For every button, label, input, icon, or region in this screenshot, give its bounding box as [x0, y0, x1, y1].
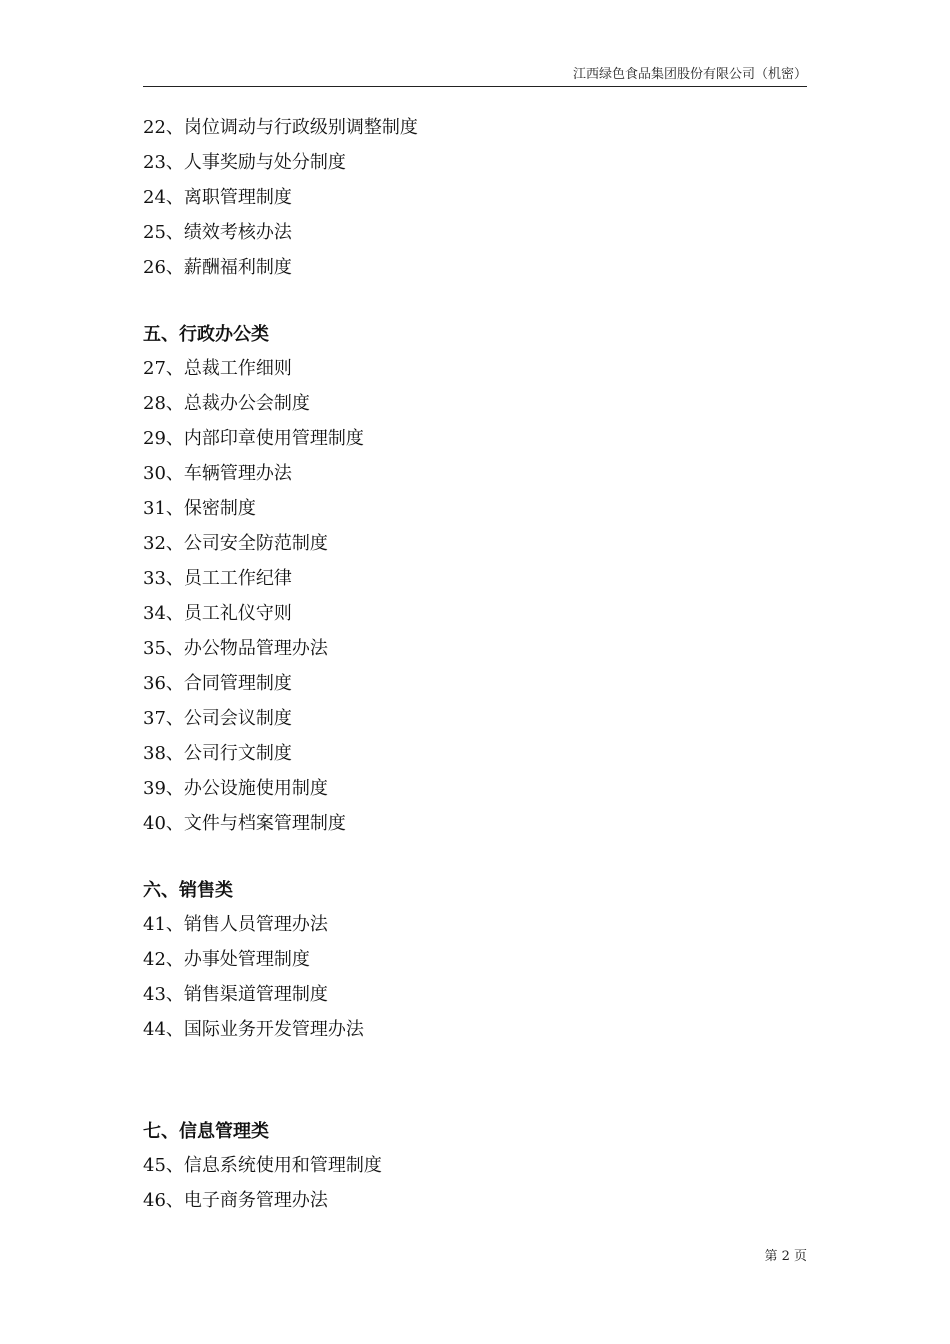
list-item: 30、车辆管理办法	[143, 463, 292, 484]
list-item: 44、国际业务开发管理办法	[143, 1019, 364, 1040]
document-body	[143, 110, 807, 1218]
list-item: 40、文件与档案管理制度	[143, 813, 346, 834]
list-item: 37、公司会议制度	[143, 708, 292, 729]
header-company-name: 江西绿色食品集团股份有限公司（机密）	[572, 67, 807, 82]
list-item: 38、公司行文制度	[143, 743, 292, 764]
section-sales	[143, 874, 807, 1047]
section-gap	[143, 841, 807, 874]
list-item: 27、总裁工作细则	[143, 358, 292, 379]
list-item: 35、办公物品管理办法	[143, 638, 328, 659]
list-item: 24、离职管理制度	[143, 187, 292, 208]
list-item: 33、员工工作纪律	[143, 568, 292, 589]
list-item: 22、岗位调动与行政级别调整制度	[143, 117, 418, 138]
list-item: 26、薪酬福利制度	[143, 257, 292, 278]
list-item: 32、公司安全防范制度	[143, 533, 328, 554]
list-item: 39、办公设施使用制度	[143, 778, 328, 799]
list-item: 31、保密制度	[143, 498, 256, 519]
list-group-personnel-continued	[143, 110, 807, 285]
list-item: 23、人事奖励与处分制度	[143, 152, 346, 173]
list-item: 28、总裁办公会制度	[143, 393, 310, 414]
list-item: 29、内部印章使用管理制度	[143, 428, 364, 449]
list-item: 25、绩效考核办法	[143, 222, 292, 243]
section-title: 五、行政办公类	[143, 324, 269, 345]
section-title: 六、销售类	[143, 880, 233, 901]
list-item: 46、电子商务管理办法	[143, 1190, 328, 1211]
list-item: 42、办事处管理制度	[143, 949, 310, 970]
section-gap	[143, 1047, 807, 1115]
page-header	[143, 64, 807, 87]
section-title: 七、信息管理类	[143, 1121, 269, 1142]
page-number: 第 2 页	[764, 1249, 807, 1264]
list-item: 36、合同管理制度	[143, 673, 292, 694]
list-item: 34、员工礼仪守则	[143, 603, 292, 624]
list-item: 45、信息系统使用和管理制度	[143, 1155, 382, 1176]
section-gap	[143, 285, 807, 318]
section-administration	[143, 318, 807, 841]
section-information	[143, 1115, 807, 1218]
list-item: 43、销售渠道管理制度	[143, 984, 328, 1005]
list-item: 41、销售人员管理办法	[143, 914, 328, 935]
